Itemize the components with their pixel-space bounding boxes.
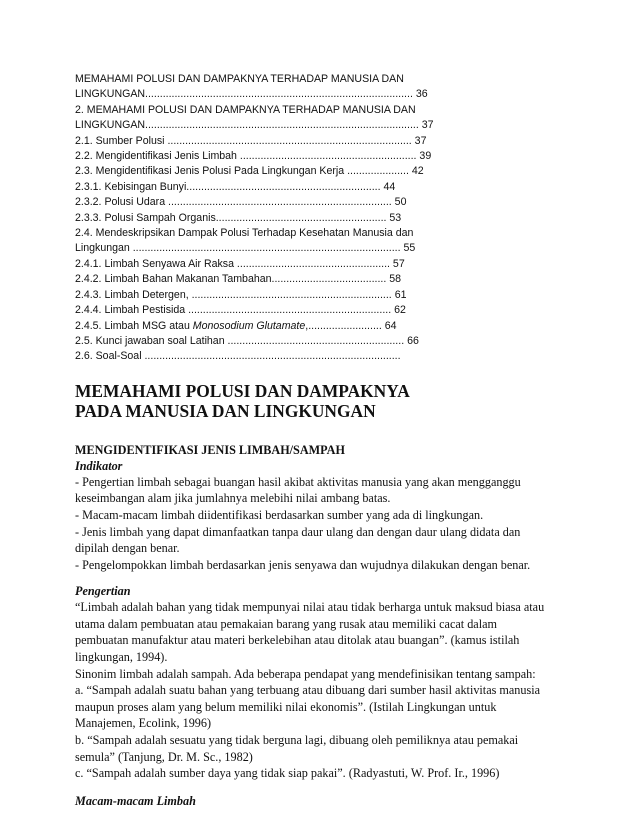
- toc-entry[interactable]: 2.4.4. Limbah Pestisida ..................................................................... 62: [75, 304, 406, 317]
- document-page: [75, 72, 575, 809]
- toc-entry[interactable]: 2. MEMAHAMI POLUSI DAN DAMPAKNYA TERHADAP MANUSIA DAN LINGKUNGAN............................................................................................. 37: [75, 103, 434, 132]
- pengertian-paragraph: “Limbah adalah bahan yang tidak mempunyai nilai atau tidak berharga untuk maksud biasa atau utama dalam pembuatan atau pemakaian barang yang rusak atau memiliki cacat dalam pembuatan manufaktur atau materi berkelebihan atau ditolak atau buangan”. (kamus istilah lingkungan, 1994). Sinonim limbah adalah sampah. Ada beberapa pendapat yang mendefinisikan tentang sampah: a. “Sampah adalah suatu bahan yang terbuang atau dibuang dari sumber hasil aktivitas manusia maupun proses alam yang belum memiliki nilai ekonomis”. (Istilah Lingkungan untuk Manajemen, Ecolink, 1996) b. “Sampah adalah sesuatu yang tidak berguna lagi, dibuang oleh pemiliknya atau pemakai semula” (Tanjung, Dr. M. Sc., 1982) c. “Sampah adalah sumber daya yang tidak siap pakai”. (Radyastuti, W. Prof. Ir., 1996): [75, 600, 545, 781]
- toc-entry[interactable]: 2.3.3. Polusi Sampah Organis.......................................................... 53: [75, 211, 402, 224]
- toc-entry[interactable]: MEMAHAMI POLUSI DAN DAMPAKNYA TERHADAP MANUSIA DAN LINGKUNGAN........................................................................................... 36: [75, 73, 428, 101]
- toc-entry[interactable]: 2.1. Sumber Polusi ................................................................................... 37: [75, 134, 427, 147]
- toc-entry[interactable]: 2.6. Soal-Soal .......................................................................................: [75, 350, 401, 363]
- table-of-contents: [75, 72, 575, 365]
- section-heading: MENGIDENTIFIKASI JENIS LIMBAH/SAMPAH: [75, 442, 345, 457]
- indikator-paragraph: - Pengertian limbah sebagai buangan hasil akibat aktivitas manusia yang akan mengganggu keseimbangan alam jika jumlahnya melebihi nilai ambang batas. - Macam-macam limbah diidentifikasi berdasarkan sumber yang ada di lingkungan. - Jenis limbah yang dapat dimanfaatkan tanpa daur ulang dan dengan daur ulang didata dan dipilah dengan benar. - Pengelompokkan limbah berdasarkan jenis senyawa dan wujudnya dilakukan dengan benar.: [75, 474, 531, 572]
- toc-entry[interactable]: 2.3. Mengidentifikasi Jenis Polusi Pada Lingkungan Kerja ..................... 42: [75, 165, 424, 178]
- toc-entry[interactable]: 2.2. Mengidentifikasi Jenis Limbah ............................................................ 39: [75, 150, 432, 163]
- toc-entry[interactable]: 2.4.2. Limbah Bahan Makanan Tambahan....................................... 58: [75, 273, 402, 286]
- toc-entry[interactable]: 2.4.3. Limbah Detergen, .................................................................... 61: [75, 288, 407, 301]
- main-title: MEMAHAMI POLUSI DAN DAMPAKNYA PADA MANUSIA DAN LINGKUNGAN: [75, 380, 410, 421]
- macam-limbah-heading: Macam-macam Limbah: [75, 793, 196, 808]
- pengertian-heading: Pengertian: [75, 584, 131, 599]
- toc-entry[interactable]: 2.4.5. Limbah MSG atau Monosodium Glutamate,......................... 64: [75, 319, 397, 332]
- toc-entry[interactable]: 2.3.2. Polusi Udara ............................................................................ 50: [75, 196, 407, 209]
- toc-entry[interactable]: 2.3.1. Kebisingan Bunyi.................................................................. 44: [75, 180, 396, 193]
- toc-entry[interactable]: 2.4.1. Limbah Senyawa Air Raksa .................................................... 57: [75, 257, 405, 270]
- toc-entry[interactable]: 2.4. Mendeskripsikan Dampak Polusi Terhadap Kesehatan Manusia dan Lingkungan ........................................................................................... 55: [75, 227, 416, 255]
- toc-entry[interactable]: 2.5. Kunci jawaban soal Latihan ............................................................ 66: [75, 334, 419, 347]
- indikator-heading: Indikator: [75, 458, 123, 473]
